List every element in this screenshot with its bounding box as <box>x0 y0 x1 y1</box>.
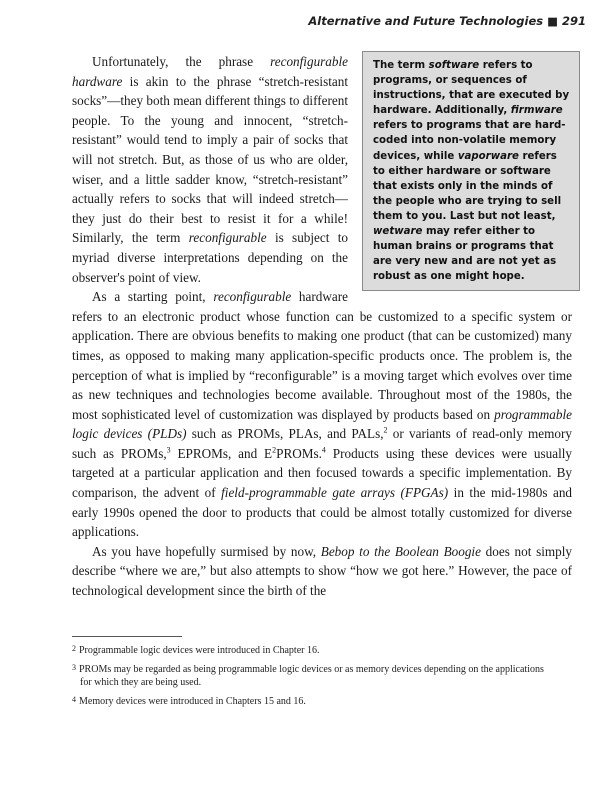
footnote-number: 2 <box>72 644 76 653</box>
footnote-3 <box>72 661 552 690</box>
text-run: is subject to myriad diverse interpretations depending on the observer's point of view. <box>72 230 348 285</box>
footnote-4 <box>72 693 552 709</box>
sidebar-term-software: software <box>428 60 480 71</box>
sidebar-text: The term <box>373 60 429 71</box>
header-separator: ■ <box>547 14 558 28</box>
sidebar-text: may refer either to human brains or programs that are very new and are not yet as robust as one might hope. <box>373 226 557 283</box>
paragraph-2 <box>72 287 572 542</box>
text-run: in the mid-1980s and early 1990s opened the door to products that could be almost totally customized for diverse applications. <box>72 485 573 540</box>
footnote-ref-3: 3 <box>166 445 171 455</box>
footnote-number: 4 <box>72 694 76 704</box>
text-run: hardware refers to an electronic product whose function can be customized to a specific system or application. There are obvious benefits to making one product (that can be customized) many times, as opposed to making many application-specific products once. The problem is, the perception of what is implied by “reconfigurable” is a moving target which evolves over time as new techniques and technologies become available. Throughout most of the 1980s, the most sophisticated level of customization was displayed by products based on <box>72 289 572 422</box>
paragraph-3 <box>72 542 572 601</box>
superscript: 2 <box>272 445 277 455</box>
footnote-ref-2: 2 <box>383 425 388 435</box>
footnote-ref-4: 4 <box>321 445 326 455</box>
body-column <box>72 52 572 601</box>
sidebar-term-wetware: wetware <box>373 226 423 238</box>
sidebar-text: refers to programs that are hard-coded into non-volatile memory devices, while <box>373 120 566 162</box>
running-title: Alternative and Future Technologies <box>308 14 544 28</box>
text-run: EPROMs, and E <box>170 445 273 461</box>
footnote-2 <box>72 642 552 658</box>
sidebar-term-vaporware: vaporware <box>457 150 519 162</box>
text-run: Unfortunately, the phrase <box>92 54 271 69</box>
footnote-text: Programmable logic devices were introduced in Chapter 16. <box>79 645 320 656</box>
footnote-number: 3 <box>72 662 76 672</box>
term-fpga: field-programmable gate arrays (FPGAs) <box>221 485 449 501</box>
term-pld: programmable logic devices (PLDs) <box>72 406 572 442</box>
sidebar-text: refers to programs, or sequences of instructions, that are executed by hardware. Additionally, <box>373 60 570 117</box>
text-run: Products using these devices were usually targeted at a particular application and then focused towards a specific implementation. By comparison, the advent of <box>72 445 573 501</box>
text-run: As a starting point, <box>92 289 214 305</box>
footnote-text: PROMs may be regarded as being programmable logic devices or as memory devices depending on the applications for which they are being used. <box>79 663 544 688</box>
text-run: As you have hopefully surmised by now, <box>92 543 321 559</box>
text-run: PROMs. <box>276 445 322 461</box>
sidebar-text: refers to either hardware or software that exists only in the minds of the people who are trying to sell them to you. Last but not least, <box>373 150 562 222</box>
footnotes <box>72 642 552 711</box>
term-reconfigurable: reconfigurable <box>213 289 292 305</box>
footnote-text: Memory devices were introduced in Chapters 15 and 16. <box>79 695 306 707</box>
page-number: 291 <box>561 14 586 28</box>
text-run: or variants of read-only memory such as PROMs, <box>72 426 572 461</box>
text-run: does not simply describe “where we are,” but also attempts to show “how we got here.” However, the pace of technological development since the birth of the <box>72 543 572 599</box>
running-header <box>308 14 586 28</box>
footnote-divider <box>72 636 182 637</box>
book-title: Bebop to the Boolean Boogie <box>320 543 481 559</box>
text-run: such as PROMs, PLAs, and PALs, <box>186 426 384 442</box>
sidebar-term-firmware: firmware <box>510 105 563 117</box>
text-run: is akin to the phrase “stretch-resistant socks”—they both mean different things to different people. To the young and innocent, “stretch-resistant” would tend to imply a pair of socks that will not stretch. But, as those of us who are older, wiser, and a little sadder know, “stretch-resistant” actually refers to socks that will indeed stretch—they just do their best to resist it for a while! Similarly, the term <box>72 73 348 246</box>
term-reconfigurable-hardware: reconfigurable hardware <box>72 54 348 89</box>
sidebar-note <box>362 51 580 291</box>
term-reconfigurable: reconfigurable <box>188 230 267 246</box>
